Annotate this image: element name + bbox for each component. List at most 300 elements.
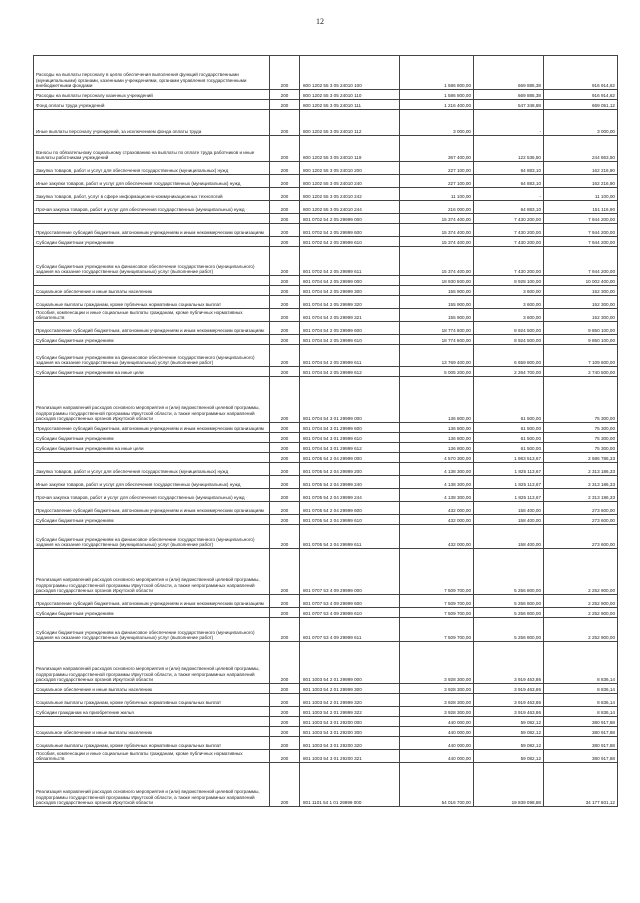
row-executed-amount: 3 600,00 xyxy=(474,286,544,296)
row-approved-amount: 3 000,00 xyxy=(400,110,474,136)
row-line-code: 200 xyxy=(270,750,300,763)
row-approved-amount: 7 509 700,00 xyxy=(400,549,474,595)
row-executed-amount: 61 500,00 xyxy=(474,433,544,443)
row-budget-code: 800 1202 55 3 05 24010 240 xyxy=(300,175,400,188)
table-row xyxy=(34,247,618,276)
row-unexecuted-amount: 916 914,62 xyxy=(544,56,618,90)
row-name: Предоставление субсидий бюджетным, автономным учреждениям и иным некоммерческим организациям xyxy=(34,595,270,608)
table-row xyxy=(34,707,618,717)
row-name: Пособия, компенсации и иные социальные выплаты гражданам, кроме публичных нормативных обязательств xyxy=(34,309,270,322)
row-budget-code: 801 0707 53 4 09 29999 610 xyxy=(300,608,400,618)
row-approved-amount: 432 000,00 xyxy=(400,515,474,525)
row-approved-amount: 18 930 500,00 xyxy=(400,276,474,286)
row-budget-code: 801 0704 54 2 05 29999 320 xyxy=(300,296,400,309)
row-approved-amount: 4 138 300,00 xyxy=(400,476,474,489)
row-unexecuted-amount: 2 313 186,33 xyxy=(544,489,618,502)
row-approved-amount: 18 774 600,00 xyxy=(400,335,474,345)
row-name: Субсидии бюджетным учреждениям на финансовое обеспечение государственного (муниципального) задания на оказание государственных (муниципальных) услуг (выполнение работ) xyxy=(34,345,270,367)
table-row xyxy=(34,727,618,737)
row-executed-amount: 5 256 800,00 xyxy=(474,608,544,618)
row-name: Прочая закупка товаров, работ и услуг для обеспечения государственных (муниципальных) нужд xyxy=(34,489,270,502)
row-budget-code: 801 0702 54 2 05 29999 000 xyxy=(300,214,400,224)
row-unexecuted-amount: 2 252 900,00 xyxy=(544,595,618,608)
row-approved-amount: 7 509 700,00 xyxy=(400,618,474,642)
table-row xyxy=(34,763,618,807)
row-unexecuted-amount: 669 051,12 xyxy=(544,100,618,110)
row-executed-amount: 1 825 113,67 xyxy=(474,476,544,489)
row-line-code: 200 xyxy=(270,549,300,595)
row-name xyxy=(34,717,270,727)
row-budget-code: 801 1003 54 3 01 29200 000 xyxy=(300,717,400,727)
page-number: 12 xyxy=(316,17,324,26)
row-unexecuted-amount: 3 000,00 xyxy=(544,110,618,136)
row-executed-amount: 64 883,10 xyxy=(474,162,544,175)
row-name xyxy=(34,276,270,286)
row-budget-code: 801 1003 54 2 01 29999 300 xyxy=(300,684,400,694)
budget-table-body xyxy=(34,56,618,807)
table-row xyxy=(34,618,618,642)
row-executed-amount: 3 919 463,86 xyxy=(474,642,544,684)
row-budget-code: 800 1202 55 3 05 24010 244 xyxy=(300,201,400,214)
row-budget-code: 801 0704 54 2 05 29999 612 xyxy=(300,367,400,377)
row-budget-code: 801 0707 53 4 09 29999 611 xyxy=(300,618,400,642)
row-unexecuted-amount: 151 116,90 xyxy=(544,201,618,214)
row-approved-amount: 3 928 300,00 xyxy=(400,642,474,684)
row-executed-amount: 3 600,00 xyxy=(474,309,544,322)
row-approved-amount: 136 800,00 xyxy=(400,423,474,433)
row-line-code: 200 xyxy=(270,684,300,694)
row-budget-code: 800 1202 55 3 05 24010 119 xyxy=(300,136,400,162)
row-budget-code: 801 0705 54 2 04 29999 610 xyxy=(300,515,400,525)
row-line-code: 200 xyxy=(270,276,300,286)
row-line-code: 200 xyxy=(270,502,300,515)
row-name: Расходы на выплаты персоналу казенных учреждений xyxy=(34,90,270,100)
row-line-code: 200 xyxy=(270,322,300,335)
row-executed-amount: 3 600,00 xyxy=(474,296,544,309)
row-approved-amount: 155 900,00 xyxy=(400,286,474,296)
row-unexecuted-amount: 75 300,00 xyxy=(544,443,618,453)
row-budget-code: 800 1202 55 3 05 24010 111 xyxy=(300,100,400,110)
row-line-code: 200 xyxy=(270,214,300,224)
table-row xyxy=(34,525,618,549)
row-executed-amount: 59 082,12 xyxy=(474,717,544,727)
row-executed-amount: 8 924 500,00 xyxy=(474,322,544,335)
row-budget-code: 801 1003 54 3 01 29200 320 xyxy=(300,737,400,750)
row-approved-amount: 3 928 300,00 xyxy=(400,707,474,717)
table-row xyxy=(34,717,618,727)
table-row xyxy=(34,335,618,345)
row-name: Социальное обеспечение и иные выплаты населению xyxy=(34,286,270,296)
table-row xyxy=(34,100,618,110)
table-row xyxy=(34,476,618,489)
row-executed-amount: 61 500,00 xyxy=(474,443,544,453)
row-unexecuted-amount: 2 313 186,33 xyxy=(544,463,618,476)
row-executed-amount: 5 256 800,00 xyxy=(474,595,544,608)
row-budget-code: 801 1003 54 2 01 29999 322 xyxy=(300,707,400,717)
row-budget-code: 801 0705 54 2 04 29999 240 xyxy=(300,476,400,489)
table-row xyxy=(34,489,618,502)
row-executed-amount: 122 536,50 xyxy=(474,136,544,162)
row-approved-amount: 1 216 400,00 xyxy=(400,100,474,110)
row-line-code: 200 xyxy=(270,296,300,309)
row-budget-code: 801 0704 54 2 05 29999 611 xyxy=(300,345,400,367)
row-executed-amount: 2 264 700,00 xyxy=(474,367,544,377)
row-name: Расходы на выплаты персоналу в целях обеспечения выполнения функций государственными (муниципальными) органами, казенными учреждениями, органами управления государственными внебюджетными фондами xyxy=(34,56,270,90)
row-executed-amount: 5 256 800,00 xyxy=(474,549,544,595)
row-budget-code: 801 0707 53 4 09 29999 600 xyxy=(300,595,400,608)
row-line-code: 200 xyxy=(270,345,300,367)
row-executed-amount: 8 928 100,00 xyxy=(474,276,544,286)
row-line-code: 200 xyxy=(270,608,300,618)
row-approved-amount: 11 100,00 xyxy=(400,188,474,201)
row-name: Субсидии бюджетным учреждениям на финансовое обеспечение государственного (муниципального) задания на оказание государственных (муниципальных) услуг (выполнение работ) xyxy=(34,618,270,642)
row-unexecuted-amount: 152 300,00 xyxy=(544,309,618,322)
row-unexecuted-amount: 75 300,00 xyxy=(544,423,618,433)
table-row xyxy=(34,642,618,684)
row-line-code: 200 xyxy=(270,515,300,525)
row-line-code: 200 xyxy=(270,136,300,162)
table-row xyxy=(34,463,618,476)
row-approved-amount: 3 928 300,00 xyxy=(400,694,474,707)
table-row xyxy=(34,608,618,618)
row-unexecuted-amount: 8 836,14 xyxy=(544,684,618,694)
row-unexecuted-amount: 380 917,88 xyxy=(544,750,618,763)
table-row xyxy=(34,175,618,188)
row-executed-amount: - xyxy=(474,188,544,201)
row-name: Взносы по обязательному социальному страхованию на выплаты по оплате труда работников и иные выплаты работникам учреждений xyxy=(34,136,270,162)
table-row xyxy=(34,162,618,175)
row-approved-amount: 13 769 400,00 xyxy=(400,345,474,367)
row-executed-amount: 158 400,00 xyxy=(474,515,544,525)
table-row xyxy=(34,515,618,525)
table-row xyxy=(34,502,618,515)
row-name: Субсидии бюджетным учреждениям xyxy=(34,433,270,443)
row-line-code: 200 xyxy=(270,247,300,276)
row-name: Пособия, компенсации и иные социальные выплаты гражданам, кроме публичных нормативных обязательств xyxy=(34,750,270,763)
row-executed-amount: 3 919 463,86 xyxy=(474,694,544,707)
table-row xyxy=(34,214,618,224)
row-approved-amount: 15 374 400,00 xyxy=(400,214,474,224)
row-name: Реализация направлений расходов основного мероприятия и (или) ведомственной целевой программы, подпрограммы государственной программы Иркутской области, а также непрограммных направлений расходов государственных органов Иркутской области xyxy=(34,549,270,595)
row-executed-amount: - xyxy=(474,110,544,136)
row-approved-amount: 7 509 700,00 xyxy=(400,608,474,618)
row-approved-amount: 7 509 700,00 xyxy=(400,595,474,608)
table-row xyxy=(34,224,618,237)
row-name: Субсидии бюджетным учреждениям xyxy=(34,335,270,345)
row-line-code: 200 xyxy=(270,443,300,453)
row-approved-amount: 136 800,00 xyxy=(400,443,474,453)
row-name: Закупка товаров, работ, услуг в сфере информационно-коммуникационных технологий xyxy=(34,188,270,201)
row-approved-amount: 440 000,00 xyxy=(400,727,474,737)
row-budget-code: 801 0704 54 3 01 29999 600 xyxy=(300,423,400,433)
row-name: Субсидии бюджетным учреждениям xyxy=(34,237,270,247)
row-unexecuted-amount: 7 944 200,00 xyxy=(544,224,618,237)
row-unexecuted-amount: 75 300,00 xyxy=(544,433,618,443)
row-name xyxy=(34,453,270,463)
budget-table xyxy=(33,55,618,807)
row-unexecuted-amount: 9 850 100,00 xyxy=(544,335,618,345)
row-unexecuted-amount: 75 300,00 xyxy=(544,377,618,423)
row-executed-amount: 61 500,00 xyxy=(474,423,544,433)
row-unexecuted-amount: 2 252 900,00 xyxy=(544,618,618,642)
row-line-code: 200 xyxy=(270,463,300,476)
row-unexecuted-amount: 10 002 400,00 xyxy=(544,276,618,286)
row-unexecuted-amount: 9 850 100,00 xyxy=(544,322,618,335)
table-row xyxy=(34,188,618,201)
row-unexecuted-amount: 152 300,00 xyxy=(544,296,618,309)
row-name: Субсидии бюджетным учреждениям на финансовое обеспечение государственного (муниципального) задания на оказание государственных (муниципальных) услуг (выполнение работ) xyxy=(34,247,270,276)
table-row xyxy=(34,322,618,335)
row-name: Социальные выплаты гражданам, кроме публичных нормативных социальных выплат xyxy=(34,737,270,750)
row-approved-amount: 4 138 300,00 xyxy=(400,489,474,502)
row-approved-amount: 440 000,00 xyxy=(400,737,474,750)
row-approved-amount: 1 586 800,00 xyxy=(400,56,474,90)
row-unexecuted-amount: 244 863,50 xyxy=(544,136,618,162)
row-executed-amount: 669 885,38 xyxy=(474,90,544,100)
row-approved-amount: 15 374 400,00 xyxy=(400,247,474,276)
row-executed-amount: 7 430 200,00 xyxy=(474,224,544,237)
row-budget-code: 800 1202 55 3 05 24010 110 xyxy=(300,90,400,100)
row-budget-code: 801 1003 54 2 01 29999 000 xyxy=(300,642,400,684)
row-approved-amount: 4 570 300,00 xyxy=(400,453,474,463)
row-unexecuted-amount: 152 300,00 xyxy=(544,286,618,296)
row-budget-code: 801 0704 54 2 05 29999 000 xyxy=(300,276,400,286)
row-budget-code: 801 0705 54 2 04 29999 600 xyxy=(300,502,400,515)
row-executed-amount: 547 348,88 xyxy=(474,100,544,110)
table-row xyxy=(34,237,618,247)
row-executed-amount: 64 883,10 xyxy=(474,201,544,214)
row-name: Социальные выплаты гражданам, кроме публичных нормативных социальных выплат xyxy=(34,694,270,707)
row-executed-amount: 158 400,00 xyxy=(474,525,544,549)
row-budget-code: 801 0704 54 3 01 29999 000 xyxy=(300,377,400,423)
row-approved-amount: 15 374 400,00 xyxy=(400,237,474,247)
table-row xyxy=(34,345,618,367)
row-unexecuted-amount: 273 600,00 xyxy=(544,515,618,525)
row-approved-amount: 3 928 300,00 xyxy=(400,684,474,694)
row-budget-code: 801 0705 54 2 04 29999 000 xyxy=(300,453,400,463)
row-unexecuted-amount: 2 740 500,00 xyxy=(544,367,618,377)
table-row xyxy=(34,750,618,763)
table-row xyxy=(34,276,618,286)
row-budget-code: 801 0704 54 3 01 29999 612 xyxy=(300,443,400,453)
row-budget-code: 801 1101 54 1 01 29999 000 xyxy=(300,763,400,807)
row-approved-amount: 136 800,00 xyxy=(400,433,474,443)
row-line-code: 200 xyxy=(270,489,300,502)
row-approved-amount: 432 000,00 xyxy=(400,502,474,515)
row-executed-amount: 7 430 200,00 xyxy=(474,247,544,276)
row-name: Прочая закупка товаров, работ и услуг для обеспечения государственных (муниципальных) нужд xyxy=(34,201,270,214)
row-budget-code: 801 0705 54 2 04 29999 200 xyxy=(300,463,400,476)
row-name: Предоставление субсидий бюджетным, автономным учреждениям и иным некоммерческим организациям xyxy=(34,224,270,237)
row-line-code: 200 xyxy=(270,476,300,489)
row-line-code: 200 xyxy=(270,286,300,296)
row-line-code: 200 xyxy=(270,763,300,807)
row-name: Предоставление субсидий бюджетным, автономным учреждениям и иным некоммерческим организациям xyxy=(34,502,270,515)
row-approved-amount: 155 900,00 xyxy=(400,309,474,322)
row-approved-amount: 5 005 200,00 xyxy=(400,367,474,377)
row-unexecuted-amount: 2 252 900,00 xyxy=(544,549,618,595)
row-name: Реализация направлений расходов основного мероприятия и (или) ведомственной целевой программы, подпрограммы государственной программы Иркутской области, а также непрограммных направлений расходов государственных органов Иркутской области xyxy=(34,377,270,423)
row-budget-code: 800 1202 55 3 05 24010 112 xyxy=(300,110,400,136)
row-budget-code: 801 0702 54 2 05 29999 610 xyxy=(300,237,400,247)
row-budget-code: 801 0702 54 2 05 29999 611 xyxy=(300,247,400,276)
row-unexecuted-amount: 162 216,90 xyxy=(544,175,618,188)
row-name: Иные закупки товаров, работ и услуг для обеспечения государственных (муниципальных) нужд xyxy=(34,175,270,188)
row-approved-amount: 227 100,00 xyxy=(400,175,474,188)
row-unexecuted-amount: 7 944 200,00 xyxy=(544,214,618,224)
table-row xyxy=(34,377,618,423)
table-row xyxy=(34,423,618,433)
row-executed-amount: 669 885,38 xyxy=(474,56,544,90)
row-approved-amount: 136 800,00 xyxy=(400,377,474,423)
row-name: Закупка товаров, работ и услуг для обеспечения государственных (муниципальных) нужд xyxy=(34,162,270,175)
row-unexecuted-amount: 916 914,62 xyxy=(544,90,618,100)
table-row xyxy=(34,433,618,443)
row-name: Субсидии бюджетным учреждениям на иные цели xyxy=(34,443,270,453)
row-executed-amount: 3 919 463,86 xyxy=(474,707,544,717)
row-executed-amount: 8 924 500,00 xyxy=(474,335,544,345)
row-approved-amount: 18 774 600,00 xyxy=(400,322,474,335)
row-budget-code: 801 0704 54 2 05 29999 300 xyxy=(300,286,400,296)
row-budget-code: 801 1003 54 3 01 29200 300 xyxy=(300,727,400,737)
table-row xyxy=(34,453,618,463)
row-line-code: 200 xyxy=(270,377,300,423)
row-approved-amount: 15 374 400,00 xyxy=(400,224,474,237)
row-name: Субсидии бюджетным учреждениям на финансовое обеспечение государственного (муниципального) задания на оказание государственных (муниципальных) услуг (выполнение работ) xyxy=(34,525,270,549)
row-line-code: 200 xyxy=(270,335,300,345)
row-line-code: 200 xyxy=(270,642,300,684)
row-unexecuted-amount: 2 313 186,33 xyxy=(544,476,618,489)
row-name: Субсидии гражданам на приобретение жилья xyxy=(34,707,270,717)
row-name: Социальное обеспечение и иные выплаты населению xyxy=(34,684,270,694)
row-line-code: 200 xyxy=(270,201,300,214)
row-budget-code: 801 0704 54 2 05 29999 600 xyxy=(300,322,400,335)
table-row xyxy=(34,201,618,214)
row-executed-amount: 6 659 800,00 xyxy=(474,345,544,367)
row-line-code: 200 xyxy=(270,453,300,463)
row-executed-amount: 3 919 463,86 xyxy=(474,684,544,694)
row-line-code: 200 xyxy=(270,100,300,110)
row-unexecuted-amount: 2 252 900,00 xyxy=(544,608,618,618)
row-line-code: 200 xyxy=(270,717,300,727)
row-unexecuted-amount: 162 216,90 xyxy=(544,162,618,175)
row-executed-amount: 7 430 200,00 xyxy=(474,214,544,224)
row-name: Иные выплаты персоналу учреждений, за исключением фонда оплаты труда xyxy=(34,110,270,136)
row-unexecuted-amount: 11 100,00 xyxy=(544,188,618,201)
row-name: Закупка товаров, работ и услуг для обеспечения государственных (муниципальных) нужд xyxy=(34,463,270,476)
row-budget-code: 800 1202 55 3 05 24010 242 xyxy=(300,188,400,201)
row-line-code: 200 xyxy=(270,175,300,188)
table-row xyxy=(34,56,618,90)
table-row xyxy=(34,595,618,608)
row-name: Субсидии бюджетным учреждениям на иные цели xyxy=(34,367,270,377)
row-name: Реализация направлений расходов основного мероприятия и (или) ведомственной целевой программы, подпрограммы государственной программы Иркутской области, а также непрограммных направлений расходов государственных органов Иркутской области xyxy=(34,642,270,684)
row-executed-amount: 1 825 113,67 xyxy=(474,489,544,502)
row-approved-amount: 440 000,00 xyxy=(400,750,474,763)
table-row xyxy=(34,443,618,453)
row-approved-amount: 227 100,00 xyxy=(400,162,474,175)
row-line-code: 200 xyxy=(270,618,300,642)
row-line-code: 200 xyxy=(270,694,300,707)
row-line-code: 200 xyxy=(270,433,300,443)
row-approved-amount: 4 138 300,00 xyxy=(400,463,474,476)
row-unexecuted-amount: 273 600,00 xyxy=(544,525,618,549)
row-unexecuted-amount: 380 917,88 xyxy=(544,727,618,737)
row-budget-code: 800 1202 55 3 05 24010 200 xyxy=(300,162,400,175)
row-unexecuted-amount: 380 917,88 xyxy=(544,737,618,750)
row-budget-code: 801 0704 54 2 05 29999 610 xyxy=(300,335,400,345)
row-budget-code: 801 0702 54 2 05 29999 600 xyxy=(300,224,400,237)
row-executed-amount: 5 256 800,00 xyxy=(474,618,544,642)
table-row xyxy=(34,90,618,100)
row-name: Предоставление субсидий бюджетным, автономным учреждениям и иным некоммерческим организациям xyxy=(34,423,270,433)
row-line-code: 200 xyxy=(270,737,300,750)
row-budget-code: 801 1003 54 2 01 29999 320 xyxy=(300,694,400,707)
row-approved-amount: 1 586 800,00 xyxy=(400,90,474,100)
row-approved-amount: 54 016 700,00 xyxy=(400,763,474,807)
row-line-code: 200 xyxy=(270,224,300,237)
row-unexecuted-amount: 273 600,00 xyxy=(544,502,618,515)
row-budget-code: 801 0704 54 3 01 29999 610 xyxy=(300,433,400,443)
row-executed-amount: 158 400,00 xyxy=(474,502,544,515)
row-executed-amount: 59 082,12 xyxy=(474,750,544,763)
row-line-code: 200 xyxy=(270,90,300,100)
row-budget-code: 801 0707 53 4 09 29999 000 xyxy=(300,549,400,595)
table-row xyxy=(34,286,618,296)
row-unexecuted-amount: 2 586 786,33 xyxy=(544,453,618,463)
row-executed-amount: 59 082,12 xyxy=(474,737,544,750)
row-line-code: 200 xyxy=(270,525,300,549)
row-line-code: 200 xyxy=(270,237,300,247)
row-line-code: 200 xyxy=(270,595,300,608)
row-line-code: 200 xyxy=(270,110,300,136)
row-unexecuted-amount: 8 836,14 xyxy=(544,694,618,707)
row-unexecuted-amount: 7 944 200,00 xyxy=(544,237,618,247)
table-row xyxy=(34,737,618,750)
row-name: Социальное обеспечение и иные выплаты населению xyxy=(34,727,270,737)
table-row xyxy=(34,549,618,595)
row-line-code: 200 xyxy=(270,727,300,737)
table-row xyxy=(34,110,618,136)
row-line-code: 200 xyxy=(270,56,300,90)
row-name: Социальные выплаты гражданам, кроме публичных нормативных социальных выплат xyxy=(34,296,270,309)
row-line-code: 200 xyxy=(270,162,300,175)
row-approved-amount: 440 000,00 xyxy=(400,717,474,727)
row-unexecuted-amount: 8 836,14 xyxy=(544,642,618,684)
table-row xyxy=(34,136,618,162)
row-executed-amount: 7 430 200,00 xyxy=(474,237,544,247)
table-row xyxy=(34,367,618,377)
row-unexecuted-amount: 7 944 200,00 xyxy=(544,247,618,276)
row-approved-amount: 432 000,00 xyxy=(400,525,474,549)
row-executed-amount: 59 082,12 xyxy=(474,727,544,737)
row-name: Предоставление субсидий бюджетным, автономным учреждениям и иным некоммерческим организациям xyxy=(34,322,270,335)
row-line-code: 200 xyxy=(270,367,300,377)
row-unexecuted-amount: 380 917,88 xyxy=(544,717,618,727)
row-executed-amount: 64 883,10 xyxy=(474,175,544,188)
table-row xyxy=(34,296,618,309)
table-row xyxy=(34,694,618,707)
row-budget-code: 801 0705 54 2 04 29999 611 xyxy=(300,525,400,549)
row-executed-amount: 1 983 513,67 xyxy=(474,453,544,463)
row-unexecuted-amount: 34 177 601,12 xyxy=(544,763,618,807)
row-executed-amount: 19 839 098,88 xyxy=(474,763,544,807)
table-row xyxy=(34,684,618,694)
row-approved-amount: 155 900,00 xyxy=(400,296,474,309)
row-line-code: 200 xyxy=(270,188,300,201)
row-name: Субсидии бюджетным учреждениям xyxy=(34,515,270,525)
row-unexecuted-amount: 8 836,14 xyxy=(544,707,618,717)
